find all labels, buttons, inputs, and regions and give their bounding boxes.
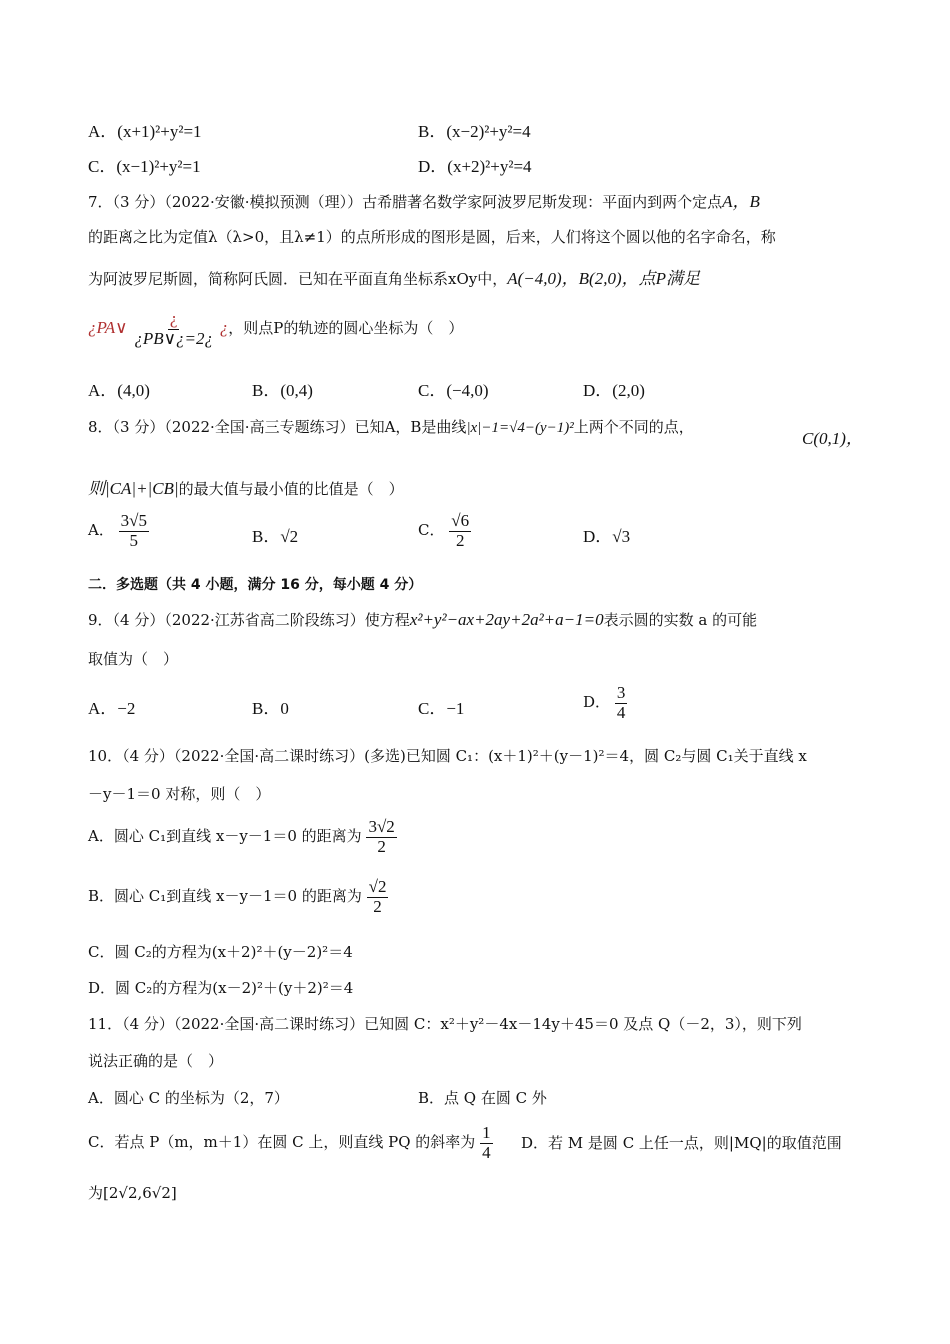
q6-option-d: D．(x+2)²+y²=4 <box>418 157 532 176</box>
q9-option-c: C．−1 <box>418 699 465 718</box>
q11-line1: 11．（4 分）（2022·全国·高二课时练习）已知圆 C：x²＋y²－4x－14y＋45＝0 及点 Q（－2，3），则下列 <box>88 1015 802 1033</box>
q9-line2: 取值为（ ） <box>88 650 179 668</box>
q7-line3: 为阿波罗尼斯圆，简称阿氏圆．已知在平面直角坐标系xOy中，A(−4,0)，B(2,0)，点P满足 <box>88 269 701 288</box>
q7-option-b: B．(0,4) <box>252 381 313 400</box>
q10-option-c: C．圆 C₂的方程为(x＋2)²＋(y－2)²＝4 <box>88 943 353 961</box>
q6-option-b: B．(x−2)²+y²=4 <box>418 122 531 141</box>
q8-line1: 8．（3 分）（2022·全国·高三专题练习）已知A，B是曲线|x|−1=√4−(y−1)²上两个不同的点， <box>88 418 694 436</box>
q7-option-d: D．(2,0) <box>583 381 645 400</box>
q10-line2: －y－1＝0 对称，则（ ） <box>88 785 271 803</box>
q11-option-a: A．圆心 C 的坐标为（2，7） <box>88 1089 289 1107</box>
q7-option-c: C．(−4,0) <box>418 381 489 400</box>
q7-ratio-fraction: $\frac{¿}{¿PB\vee¿=2¿}$ <box>134 309 213 348</box>
q7-option-a: A．(4,0) <box>88 381 150 400</box>
q10-option-a: A．圆心 C₁到直线 x－y－1＝0 的距离为 $\frac{3√2}{2}$ <box>88 817 395 856</box>
q9-option-d: D． $\frac{3}{4}$ <box>583 683 626 722</box>
q7-line2: 的距离之比为定值λ（λ>0，且λ≠1）的点所形成的图形是圆，后来，人们将这个圆以他的名字命名，称 <box>88 228 776 246</box>
q8-option-d: D．√3 <box>583 527 631 546</box>
q8-point-c: C(0,1)， <box>802 429 863 448</box>
q8-option-b: B．√2 <box>252 527 299 546</box>
q9-option-a: A．−2 <box>88 699 136 718</box>
q6-option-c: C．(x−1)²+y²=1 <box>88 157 201 176</box>
q10-line1: 10．（4 分）（2022·全国·高二课时练习）(多选)已知圆 C₁：(x＋1)²＋(y－1)²＝4，圆 C₂与圆 C₁关于直线 x <box>88 747 807 765</box>
q11-option-d-range: 为[2√2,6√2] <box>88 1184 177 1202</box>
q9-option-b: B．0 <box>252 699 289 718</box>
q8-option-a: A． $\frac{3√5}{5}$ <box>88 511 147 550</box>
q8-option-c: C． $\frac{√6}{2}$ <box>418 511 470 550</box>
q6-option-a: A．(x+1)²+y²=1 <box>88 122 202 141</box>
q8-line2: 则|CA|+|CB|的最大值与最小值的比值是（ ） <box>88 479 404 498</box>
q11-option-c: C．若点 P（m，m＋1）在圆 C 上，则直线 PQ 的斜率为 $\frac{1}{4}$ <box>88 1123 491 1162</box>
q10-option-d: D．圆 C₂的方程为(x－2)²＋(y＋2)²＝4 <box>88 979 354 997</box>
q9-line1: 9．（4 分）（2022·江苏省高二阶段练习）使方程x²+y²−ax+2ay+2a²+a−1=0表示圆的实数 a 的可能 <box>88 610 758 629</box>
q7-line4: ¿PA∨ $\frac{¿}{¿PB\vee¿=2¿}$ ¿，则点P的轨迹的圆心坐标为（ ） <box>88 309 464 348</box>
q11-option-d: D．若 M 是圆 C 上任一点，则|MQ|的取值范围 <box>521 1134 842 1152</box>
q7-line1: 7．（3 分）（2022·安徽·模拟预测（理））古希腊著名数学家阿波罗尼斯发现：平面内到两个定点A，B <box>88 192 760 211</box>
q11-option-b: B．点 Q 在圆 C 外 <box>418 1089 547 1107</box>
section-heading: 二．多选题（共 4 小题，满分 16 分，每小题 4 分） <box>88 577 423 593</box>
q11-line2: 说法正确的是（ ） <box>88 1052 224 1070</box>
q10-option-b: B．圆心 C₁到直线 x－y－1＝0 的距离为 $\frac{√2}{2}$ <box>88 877 387 916</box>
